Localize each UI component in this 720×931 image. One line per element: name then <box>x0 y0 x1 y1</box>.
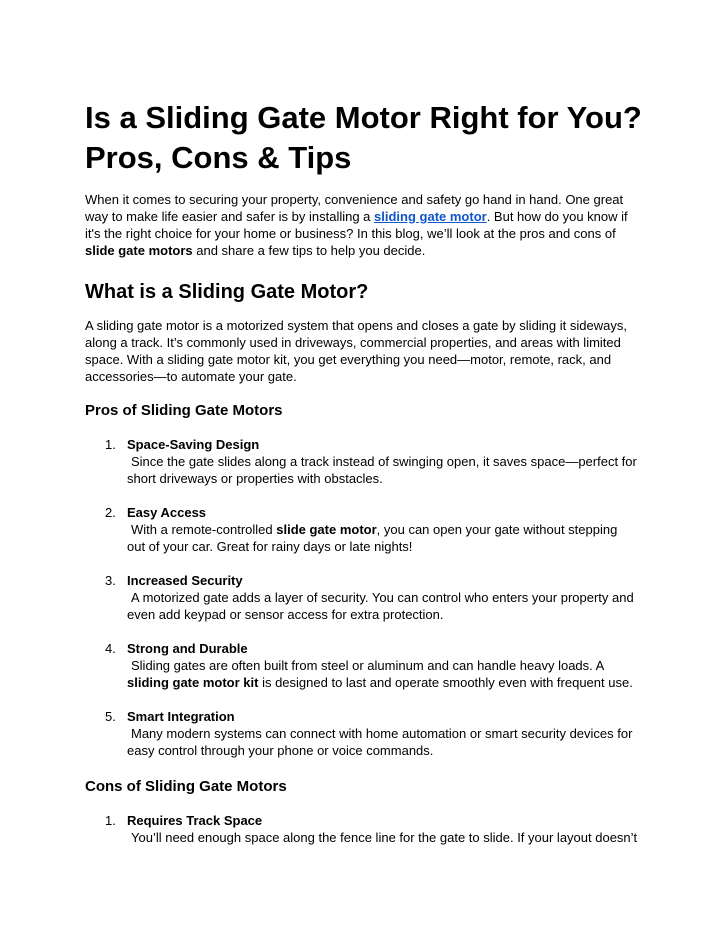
item-title: Smart Integration <box>127 709 235 724</box>
item-text: , you can open your gate without stepping <box>376 522 618 537</box>
pros-heading: Pros of Sliding Gate Motors <box>85 402 283 419</box>
item-title: Strong and Durable <box>127 641 248 656</box>
list-number: 2. <box>105 505 116 520</box>
item-line: Since the gate slides along a track instead of swinging open, it saves space—perfect for <box>131 454 637 469</box>
item-title: Easy Access <box>127 505 207 520</box>
item-title: Space-Saving Design <box>127 437 260 452</box>
list-number: 5. <box>105 709 116 724</box>
intro-paragraph <box>85 191 645 259</box>
pros-list <box>85 436 645 759</box>
item-line: even add keypad or sensor access for extra protection. <box>127 607 444 622</box>
list-number: 1. <box>105 813 116 828</box>
list-item <box>85 572 645 623</box>
what-heading: What is a Sliding Gate Motor? <box>85 281 369 303</box>
page-title: Is a Sliding Gate Motor Right for You? Pros, Cons & Tips <box>85 100 642 175</box>
item-line <box>127 521 645 538</box>
item-text: is designed to last and operate smoothly even with frequent use. <box>258 675 633 690</box>
list-number: 3. <box>105 573 116 588</box>
item-title: Increased Security <box>127 573 243 588</box>
item-line <box>127 674 645 691</box>
intro-text-1: When it comes to securing your property, convenience and safety go hand in hand. One great way to make life easier and safer is by installing a <box>85 192 624 224</box>
item-line: You’ll need enough space along the fence line for the gate to slide. If your layout doesn’t <box>131 830 638 845</box>
list-item <box>85 708 645 759</box>
cons-heading: Cons of Sliding Gate Motors <box>85 778 287 795</box>
item-bold: sliding gate motor kit <box>127 675 259 690</box>
sliding-gate-motor-link[interactable]: sliding gate motor <box>374 209 487 224</box>
item-bold: slide gate motor <box>276 522 377 537</box>
list-number: 1. <box>105 437 116 452</box>
intro-text-3: and share a few tips to help you decide. <box>192 243 426 258</box>
list-item <box>85 436 645 487</box>
item-line: A motorized gate adds a layer of security. You can control who enters your property and <box>131 590 634 605</box>
item-line: short driveways or properties with obstacles. <box>127 471 383 486</box>
item-line: out of your car. Great for rainy days or late nights! <box>127 539 413 554</box>
item-text: With a remote-controlled <box>131 522 277 537</box>
item-title: Requires Track Space <box>127 813 263 828</box>
list-item <box>85 504 645 555</box>
cons-list <box>85 812 645 846</box>
what-paragraph: A sliding gate motor is a motorized system that opens and closes a gate by sliding it sideways, along a track. It’s commonly used in driveways, commercial properties, and areas with limited space. With a sliding gate motor kit, you get everything you need—motor, remote, rack, and accessories—to automate your gate. <box>85 318 627 384</box>
list-item <box>85 812 645 846</box>
list-item <box>85 640 645 691</box>
intro-text-2: . But how do you know if it's the right choice for your home or business? In this blog, we’ll look at the pros and cons of <box>85 209 628 241</box>
item-line: Many modern systems can connect with home automation or smart security devices for <box>131 726 633 741</box>
intro-bold: slide gate motors <box>85 243 193 258</box>
item-line: Sliding gates are often built from steel or aluminum and can handle heavy loads. A <box>131 658 605 673</box>
item-line: easy control through your phone or voice commands. <box>127 743 434 758</box>
list-number: 4. <box>105 641 116 656</box>
